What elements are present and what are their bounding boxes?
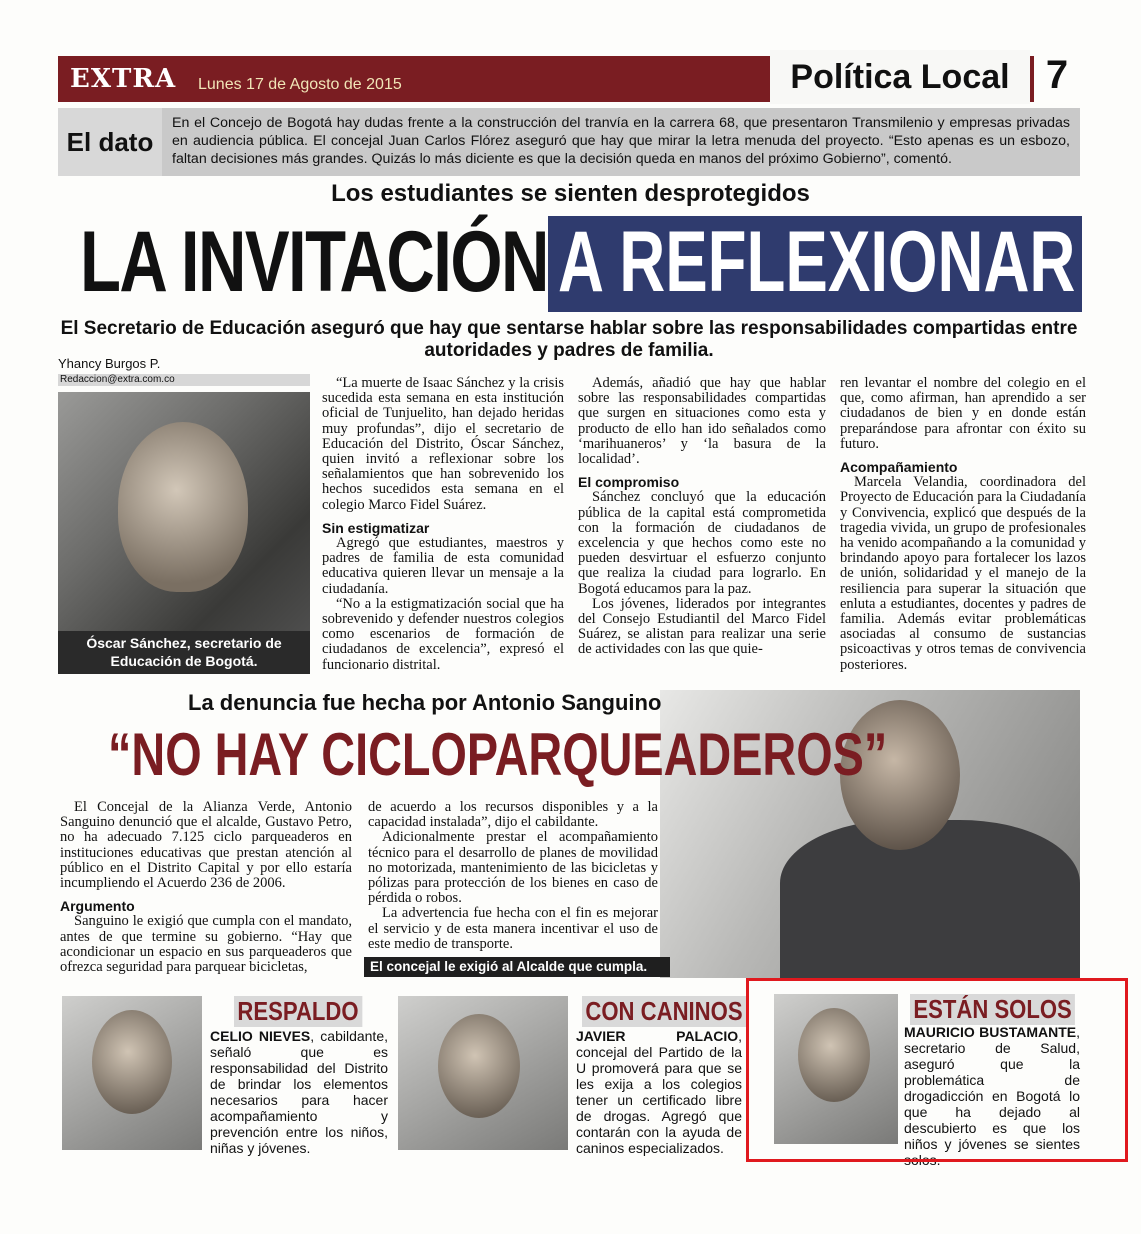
paragraph: El Concejal de la Alianza Verde, Antonio Sanguino denunció que el alcalde, Gustavo Petro, no ha adecuado 7.125 ciclo parqueaderos en instituciones educativas que prestan atención al público en el Distrito Capital y por ello estaría incumpliendo el Acuerdo 236 de 2006. xyxy=(60,799,352,892)
con-caninos-body: , concejal del Partido de la U promoverá para que se les exija a los colegios tener un certificado libre de drogas. Agregó que contarán con la ayuda de caninos especializados. xyxy=(576,1028,742,1156)
story2-column-1 xyxy=(60,800,352,975)
el-dato-box xyxy=(58,108,1080,176)
respaldo-text xyxy=(210,1028,388,1156)
page-header xyxy=(58,53,1080,102)
subheading: El compromiso xyxy=(578,474,680,491)
paragraph: “La muerte de Isaac Sánchez y la crisis sucedida esta semana en esta institución oficial de Tunjuelito, han dejado heridas muy profundas”, dijo el secretario de Educación del Distrito, Óscar Sánchez, quien invitó a reflexionar sobre los señalamientos que han sobrevenido los hechos sucedidos esta semana en el colegio Marco Fidel Suárez. xyxy=(322,375,564,513)
paragraph: Además, añadió que hay que hablar sobre las responsabilidades compartidas que surgen en situaciones como esta y producto de ello han ido señalados como ‘marihuaneros’ y ‘la basura de la localidad’. xyxy=(578,375,826,468)
story2-photo-caption: El concejal le exigió al Alcalde que cumpla. xyxy=(364,957,670,977)
story1-deck: El Secretario de Educación aseguró que hay que sentarse hablar sobre las responsabilidades compartidas entre autoridades y padres de familia. xyxy=(60,318,1078,361)
portrait-figure xyxy=(92,1010,172,1114)
estan-solos-title: ESTÁN SOLOS xyxy=(910,994,1075,1025)
photo-figure-body xyxy=(780,820,1080,978)
issue-date: Lunes 17 de Agosto de 2015 xyxy=(198,76,402,93)
story1-kicker: Los estudiantes se sienten desprotegidos xyxy=(331,180,810,207)
con-caninos-title: CON CANINOS xyxy=(582,996,746,1027)
con-caninos-text xyxy=(576,1028,742,1156)
story2-column-2 xyxy=(368,800,658,952)
respaldo-title: RESPALDO xyxy=(234,996,362,1027)
el-dato-text: En el Concejo de Bogotá hay dudas frente a la construcción del tranvía en la carrera 68, que presentaron Transmilenio y empresas privadas en audiencia pública. El concejal Juan Carlos Flórez aseguró que hay que mirar la letra menuda del proyecto. “Esto apenas es un esbozo, faltan decisiones más grandes. Quizás lo más diciente es que la decisión queda en manos del próximo Gobierno”, comentó. xyxy=(172,115,1070,167)
subheading: Acompañamiento xyxy=(840,459,958,476)
paragraph: ren levantar el nombre del colegio en el que, como afirman, han aprendido a ser ciudadanos de bien y en donde están preparándose para afrontar con éxito su futuro. xyxy=(840,375,1086,452)
page-number: 7 xyxy=(1034,48,1080,102)
paragraph: Marcela Velandia, coordinadora del Proyecto de Educación para la Ciudadanía y Convivencia, explicó que después de la tragedia vivida, un grupo de profesionales ha venido acompañando a la comunidad y brindando apoyo para fortalecer los lazos de unión, solidaridad y el manejo de la resiliencia para superar la situación que enluta a estudiantes, docentes y padres de familia. Además evitar problemáticas asociadas al consumo de sustancias psicoactivas y otros temas de convivencia posteriores. xyxy=(840,474,1086,673)
story1-column-1 xyxy=(322,376,564,673)
paragraph: “No a la estigmatización social que ha sobrevenido y defender nuestros colegios como escenarios de formación de ciudadanos de excelencia”, expresó el funcionario distrital. xyxy=(322,595,564,673)
portrait-figure xyxy=(438,1014,520,1118)
paragraph: Adicionalmente prestar el acompañamiento técnico para el desarrollo de planes de movilidad no motorizada, mantenimiento de las bicicletas y pólizas para protección de los bienes en caso de pérdida o robos. xyxy=(368,829,658,907)
estan-solos-body: , secretario de Salud, aseguró que la problemática de drogadicción en Bogotá lo que ha dejado al descubierto es que los niños y jóvenes se sientes solos. xyxy=(904,1024,1080,1168)
paragraph: Los jóvenes, liderados por integrantes del Consejo Estudiantil del Marco Fidel Suárez, se alistan para realizar una serie de actividades con las que quie- xyxy=(578,595,826,658)
story1-headline-part1: LA INVITACIÓN xyxy=(80,214,548,310)
estan-solos-name: MAURICIO BUSTAMANTE xyxy=(904,1024,1077,1040)
story1-photo-caption: Óscar Sánchez, secretario de Educación de Bogotá. xyxy=(58,631,310,674)
paragraph: Agregó que estudiantes, maestros y padres de familia de esta comunidad educativa quieren llevar un mensaje a la ciudadanía. xyxy=(322,535,564,597)
newspaper-logo: EXTRA xyxy=(70,64,177,94)
story1-photo xyxy=(58,392,310,674)
story2-headline: “NO HAY CICLOPARQUEADEROS” xyxy=(108,721,888,788)
story1-headline-part2-box xyxy=(548,216,1082,312)
story1-headline-part2: A REFLEXIONAR xyxy=(558,214,1076,310)
highlight-box xyxy=(746,978,1128,1162)
story1-byline: Yhancy Burgos P. xyxy=(58,356,161,371)
con-caninos-name: JAVIER PALACIO xyxy=(576,1028,739,1044)
story1-column-3 xyxy=(840,376,1086,673)
respaldo-body: , cabildante, señaló que es responsabilidad del Distrito de brindar los elementos necesarios para hacer acompañamiento y prevención entre los niños, niñas y jóvenes. xyxy=(210,1028,388,1156)
story1-email: Redaccion@extra.com.co xyxy=(58,374,310,386)
paragraph: Sanguino le exigió que cumpla con el mandato, antes de que termine su gobierno. “Hay que acondicionar un espacio en sus parqueaderos que ofrezca seguridad para parquear bicicletas, xyxy=(60,913,352,976)
paragraph: La advertencia fue hecha con el fin es mejorar el servicio y de esta manera incentivar el uso de este medio de transporte. xyxy=(368,905,658,952)
respaldo-photo xyxy=(62,996,202,1150)
story2-kicker: La denuncia fue hecha por Antonio Sanguino xyxy=(188,690,662,715)
story1-column-2 xyxy=(578,376,826,658)
con-caninos-photo xyxy=(398,996,568,1150)
subheading: Sin estigmatizar xyxy=(322,519,430,536)
paragraph: de acuerdo a los recursos disponibles y a la capacidad instalada”, dijo el cabildante. xyxy=(368,799,658,831)
portrait-figure xyxy=(118,422,248,592)
el-dato-label: El dato xyxy=(58,108,162,176)
section-title: Política Local xyxy=(770,50,1030,104)
paragraph: Sánchez concluyó que la educación pública de la capital está comprometida con la formación de ciudadanos de excelencia y que hechos como este no pueden desvirtuar el esfuerzo conjunto que realiza la ciudad para lograrlo. En Bogotá educamos para la paz. xyxy=(578,489,826,597)
subheading: Argumento xyxy=(60,898,135,915)
respaldo-name: CELIO NIEVES xyxy=(210,1028,311,1044)
